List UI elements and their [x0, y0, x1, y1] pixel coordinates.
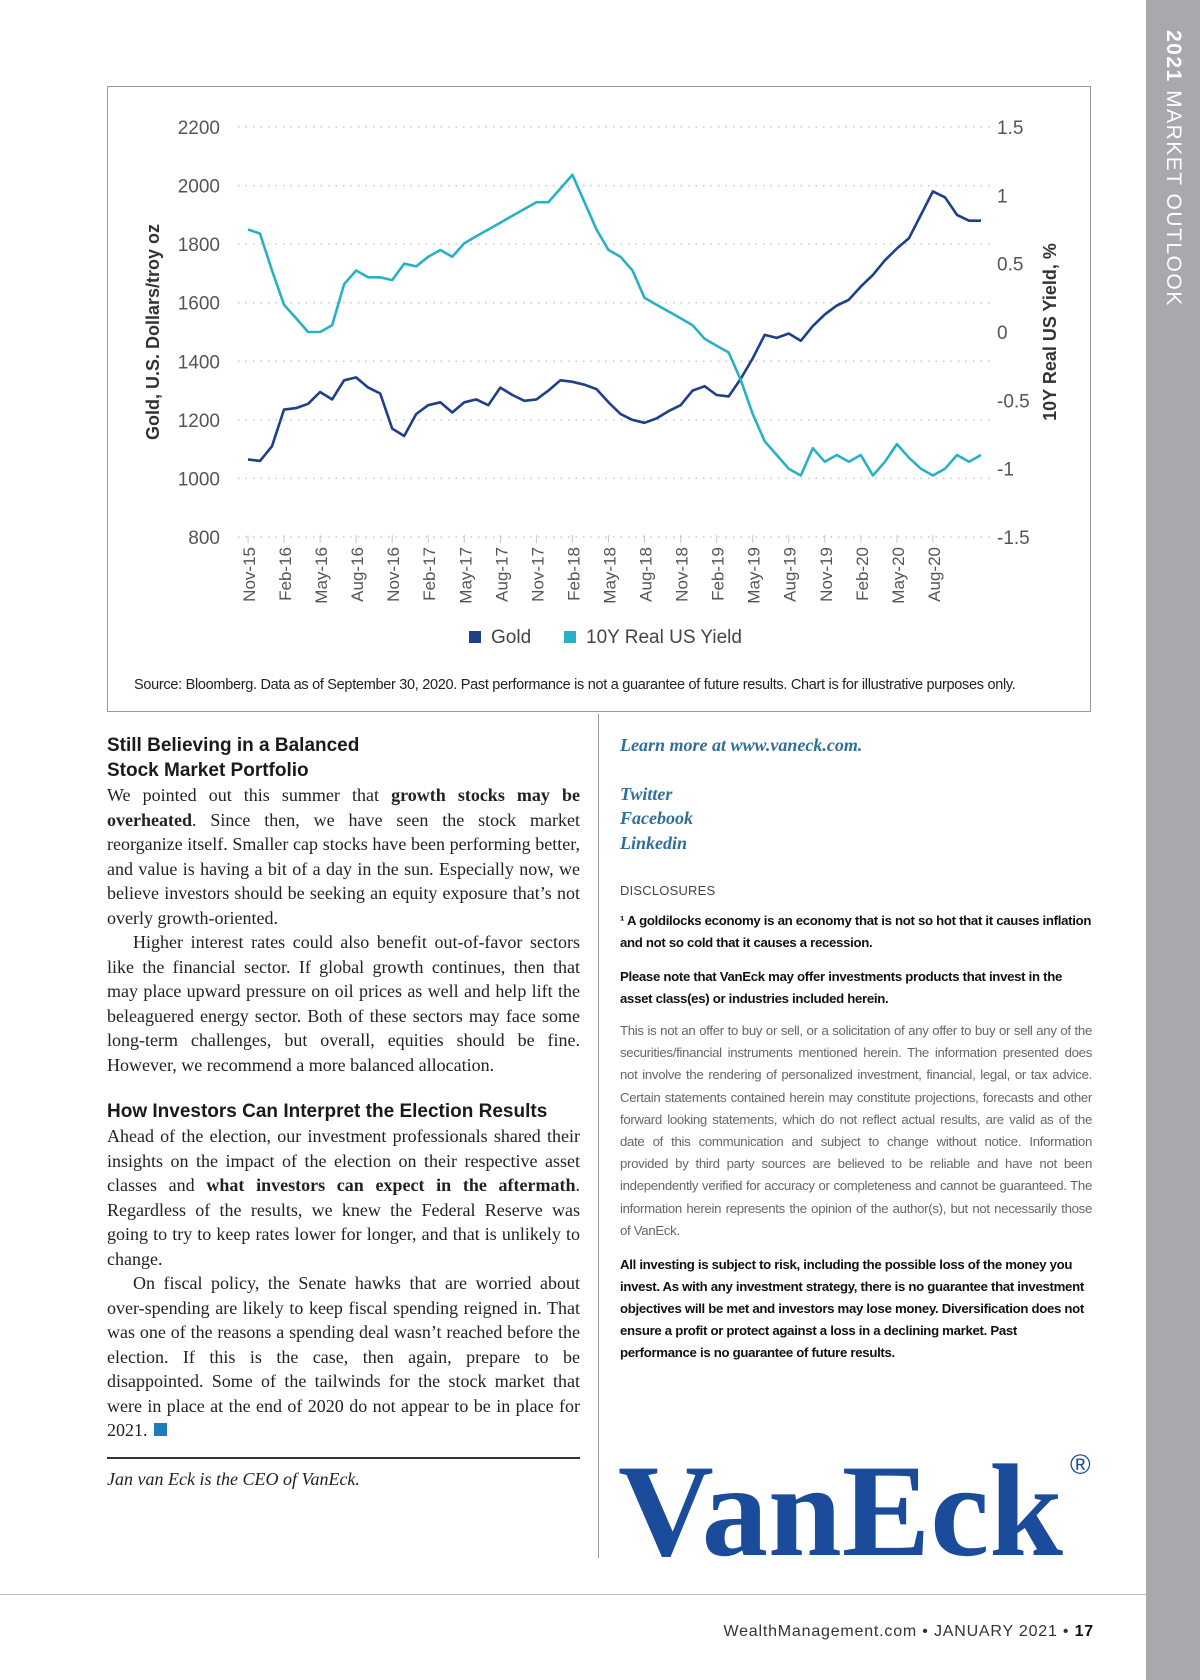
x-tick-label: May-18 — [600, 547, 620, 604]
y-left-tick-label: 1400 — [177, 352, 220, 374]
legend-gold-label: Gold — [491, 627, 532, 648]
author-byline: Jan van Eck is the CEO of VanEck. — [107, 1468, 360, 1489]
y-right-tick-label: -0.5 — [997, 391, 1030, 413]
x-tick-label: Nov-15 — [240, 547, 259, 602]
chart-panel — [107, 86, 1091, 712]
section-label — [1161, 30, 1185, 307]
left-column — [107, 733, 580, 1490]
paragraph-4: On fiscal policy, the Senate hawks that are worried about over-spending are likely to keep fiscal spending reigned in. That was one of the reasons a spending deal wasn’t reached before the election. If this is the case, then again, prepare to be disappointed. Some of the tailwinds for the stock market that were in place at the end of 2020 do not appear to be in place for 2021. — [107, 1273, 580, 1440]
chart-source: Source: Bloomberg. Data as of September 30, 2020. Past performance is not a guarantee of future results. Chart is for illustrative purposes only. — [134, 677, 1016, 693]
x-tick-label: Aug-18 — [636, 547, 656, 602]
y-left-tick-label: 1800 — [177, 235, 220, 257]
x-tick-label: May-20 — [888, 547, 908, 604]
paragraph-2: Higher interest rates could also benefit out-of-favor sectors like the financial sector. If global growth continues, then that may place upward pressure on oil prices as well and help lift the beleaguered energy sector. Both of these sectors may face some long-term challenges, but overall, equities should be fine. However, we recommend a more balanced allocation. — [107, 932, 580, 1075]
paragraph-1: We pointed out this summer that growth stocks may be overheated. Since then, we have seen the stock market reorganize itself. Smaller cap stocks have been performing better, and value is having a bit of a day in the sun. Especially now, we believe investors should be seeking an equity exposure that’s not overly growth-oriented. — [107, 785, 580, 928]
heading-election-results: How Investors Can Interpret the Election Results — [107, 1101, 548, 1122]
x-tick-label: Feb-16 — [276, 547, 296, 601]
section-title: MARKET OUTLOOK — [1162, 90, 1185, 307]
x-tick-label: Feb-17 — [420, 547, 440, 601]
column-divider — [598, 714, 599, 1558]
y-left-axis-title: Gold, U.S. Dollars/troy oz — [143, 223, 163, 441]
x-tick-label: May-16 — [312, 547, 332, 604]
y-right-tick-label: 1.5 — [997, 118, 1024, 139]
x-tick-label: Aug-17 — [492, 547, 512, 602]
x-tick-label: Nov-19 — [816, 547, 836, 602]
risk-statement: All investing is subject to risk, including the possible loss of the money you invest. As with any investment strategy, there is no guarantee that investment objectives will be met and investors may lose money. Diversification does not ensure a profit or protect against a loss in a declining market. Past performance is no guarantee of future results. — [620, 1257, 1085, 1361]
twitter-link[interactable]: Twitter — [620, 783, 673, 804]
x-tick-label: Nov-18 — [672, 547, 692, 602]
y-left-tick-label: 2200 — [177, 118, 220, 139]
legend-yield-label: 10Y Real US Yield — [586, 627, 742, 648]
disclaimer-text: This is not an offer to buy or sell, or a solicitation of any offer to buy or sell any of the securities/financial instruments mentioned herein. The information presented does not involve the rendering of personalized investment, financial, legal, or tax advice. Certain statements contained herein may constitute projections, forecasts and other forward looking statements, which do not reflect actual results, are valid as of the date of this communication and subject to change without notice. Information provided by third party sources are believed to be reliable and have not been independently verified for accuracy or completeness and cannot be guaranteed. The information herein represents the opinion of the author(s), but not necessarily those of VanEck. — [620, 1023, 1092, 1238]
linkedin-link[interactable]: Linkedin — [620, 832, 688, 853]
y-left-tick-label: 1000 — [177, 469, 220, 491]
footer-site-date: WealthManagement.com • JANUARY 2021 • — [723, 1623, 1075, 1640]
footer-rule — [0, 1594, 1146, 1595]
x-tick-label: Feb-18 — [564, 547, 584, 601]
x-tick-label: Nov-17 — [528, 547, 548, 602]
emphasis-growth-stocks: growth stocks may be overheated — [107, 785, 580, 830]
y-right-tick-label: 1 — [997, 186, 1008, 208]
section-year: 2021 — [1162, 30, 1185, 83]
x-tick-label: Nov-16 — [384, 547, 404, 602]
y-left-tick-label: 800 — [188, 528, 220, 549]
y-left-tick-label: 2000 — [177, 176, 220, 198]
vaneck-logo — [618, 1440, 1098, 1570]
real-yield-series-line — [248, 175, 981, 476]
end-mark-icon — [154, 1423, 167, 1436]
page-number: 17 — [1074, 1623, 1094, 1640]
footnote-goldilocks: ¹ A goldilocks economy is an economy that is not so hot that it causes inflation and not so cold that it causes a recession. — [620, 913, 1092, 950]
y-right-axis-title: 10Y Real US Yield, % — [1040, 243, 1060, 421]
byline-rule — [107, 1457, 580, 1459]
y-right-tick-label: -1 — [997, 459, 1014, 481]
page-footer — [0, 1623, 1094, 1641]
paragraph-3: Ahead of the election, our investment professionals shared their insights on the impact of the election on their respective asset classes and what investors can expect in the aftermath. Regardless of the results, we knew the Federal Reserve was going to try to keep rates lower for longer, and that is unlikely to change. — [107, 1126, 580, 1269]
y-right-tick-label: 0.5 — [997, 254, 1024, 276]
disclosures-title: DISCLOSURES — [620, 883, 716, 898]
y-left-tick-label: 1200 — [177, 410, 220, 432]
legend-gold-swatch — [469, 631, 481, 643]
registered-mark: ® — [1070, 1449, 1091, 1480]
gold-yield-chart — [108, 87, 1092, 713]
y-left-tick-label: 1600 — [177, 293, 220, 315]
heading-balanced-portfolio: Still Believing in a Balanced Stock Market Portfolio — [107, 735, 360, 781]
facebook-link[interactable]: Facebook — [620, 808, 693, 828]
y-right-tick-label: -1.5 — [997, 528, 1030, 549]
x-tick-label: Feb-20 — [852, 547, 872, 601]
logo-wordmark: VanEck — [618, 1440, 1064, 1570]
right-column — [620, 733, 1092, 1364]
x-tick-label: Aug-19 — [780, 547, 800, 602]
emphasis-what-investors: what investors can expect in the aftermath — [206, 1175, 576, 1195]
learn-more-link[interactable]: Learn more at www.vaneck.com. — [620, 735, 863, 755]
x-tick-label: May-17 — [456, 547, 476, 604]
note-vaneck-products: Please note that VanEck may offer investments products that invest in the asset class(es) or industries included herein. — [620, 969, 1062, 1006]
x-tick-label: Aug-20 — [924, 547, 944, 602]
legend-yield-swatch — [564, 631, 576, 643]
x-tick-label: May-19 — [744, 547, 764, 604]
x-tick-label: Aug-16 — [348, 547, 368, 602]
y-right-tick-label: 0 — [997, 323, 1008, 344]
x-tick-label: Feb-19 — [708, 547, 728, 601]
